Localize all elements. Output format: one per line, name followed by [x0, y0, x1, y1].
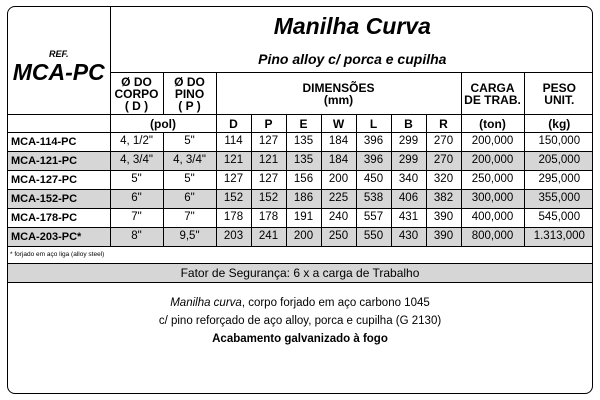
data-rows: [8, 133, 593, 247]
page-title: Manilha Curva: [273, 12, 431, 39]
page-subtitle: Pino alloy c/ porca e cupilha: [258, 50, 447, 67]
cell-carga: 300,000: [461, 190, 524, 209]
cell-corpo: 7": [110, 209, 163, 228]
cell-peso: 205,000: [524, 152, 593, 171]
cell-dim: 396: [356, 133, 391, 152]
spec-sheet: [7, 6, 593, 394]
cell-dim: 135: [286, 133, 321, 152]
ref-header: [8, 7, 110, 115]
cell-carga: 400,000: [461, 209, 524, 228]
cell-carga: 200,000: [461, 152, 524, 171]
cell-dim: 340: [391, 171, 426, 190]
cell-dim: 135: [286, 152, 321, 171]
cell-dim: 240: [321, 209, 356, 228]
dim-letter-w: W: [321, 115, 356, 133]
cell-dim: 114: [216, 133, 251, 152]
col-header-corpo: Ø DO CORPO ( D ): [110, 73, 163, 115]
cell-dim: 270: [426, 133, 461, 152]
cell-dim: 382: [426, 190, 461, 209]
row-code: MCA-114-PC: [8, 133, 110, 152]
cell-dim: 127: [251, 171, 286, 190]
dim-letter-l: L: [356, 115, 391, 133]
dim-letter-d: D: [216, 115, 251, 133]
cell-carga: 200,000: [461, 133, 524, 152]
cell-pino: 5": [163, 171, 216, 190]
dim-letter-p: P: [251, 115, 286, 133]
ref-label: REF.: [48, 48, 69, 59]
cell-dim: 200: [286, 228, 321, 247]
cell-dim: 390: [426, 209, 461, 228]
cell-corpo: 5": [110, 171, 163, 190]
cell-peso: 150,000: [524, 133, 593, 152]
description-product: Manilha curva: [170, 297, 242, 309]
cell-carga: 800,000: [461, 228, 524, 247]
cell-peso: 355,000: [524, 190, 593, 209]
table-row: [8, 190, 593, 209]
cell-dim: 430: [391, 228, 426, 247]
cell-peso: 295,000: [524, 171, 593, 190]
title-cell: [110, 7, 593, 45]
description: [8, 283, 592, 348]
cell-corpo: 4, 3/4": [110, 152, 163, 171]
col-header-pino: Ø DO PINO ( P ): [163, 73, 216, 115]
cell-corpo: 6": [110, 190, 163, 209]
row-code: MCA-121-PC: [8, 152, 110, 171]
cell-corpo: 4, 1/2": [110, 133, 163, 152]
col-header-dimensoes: DIMENSÕES (mm): [216, 73, 461, 115]
table-row: [8, 228, 593, 247]
col-header-carga: CARGA DE TRAB.: [461, 73, 524, 115]
cell-dim: 200: [321, 171, 356, 190]
row-code: MCA-127-PC: [8, 171, 110, 190]
cell-dim: 186: [286, 190, 321, 209]
table-row: [8, 152, 593, 171]
dim-letter-b: B: [391, 115, 426, 133]
footnote: * forjado em aço liga (alloy steel): [8, 247, 592, 264]
description-finish: Acabamento galvanizado à fogo: [212, 333, 388, 345]
cell-dim: 406: [391, 190, 426, 209]
cell-dim: 184: [321, 133, 356, 152]
cell-dim: 396: [356, 152, 391, 171]
subtitle-cell: [110, 45, 593, 73]
cell-dim: 270: [426, 152, 461, 171]
safety-factor: Fator de Segurança: 6 x a carga de Trabalho: [8, 264, 592, 283]
cell-dim: 121: [216, 152, 251, 171]
dim-letter-e: E: [286, 115, 321, 133]
cell-dim: 184: [321, 152, 356, 171]
row-code: MCA-152-PC: [8, 190, 110, 209]
cell-pino: 4, 3/4": [163, 152, 216, 171]
cell-dim: 550: [356, 228, 391, 247]
unit-kg: (kg): [524, 115, 593, 133]
ref-code: MCA-PC: [12, 58, 105, 85]
cell-dim: 250: [321, 228, 356, 247]
cell-dim: 203: [216, 228, 251, 247]
unit-ref-blank: [8, 115, 110, 133]
table-row: [8, 171, 593, 190]
dim-letter-r: R: [426, 115, 461, 133]
cell-dim: 450: [356, 171, 391, 190]
cell-dim: 538: [356, 190, 391, 209]
cell-dim: 152: [216, 190, 251, 209]
cell-dim: 121: [251, 152, 286, 171]
cell-pino: 6": [163, 190, 216, 209]
description-line2: c/ pino reforçado de aço alloy, porca e cupilha (G 2130): [158, 315, 442, 327]
cell-dim: 156: [286, 171, 321, 190]
col-header-peso: PESO UNIT.: [524, 73, 593, 115]
description-line1: , corpo forjado em aço carbono 1045: [241, 297, 430, 309]
unit-ton: (ton): [461, 115, 524, 133]
cell-carga: 250,000: [461, 171, 524, 190]
cell-dim: 178: [216, 209, 251, 228]
cell-pino: 7": [163, 209, 216, 228]
cell-dim: 557: [356, 209, 391, 228]
cell-pino: 9,5": [163, 228, 216, 247]
cell-dim: 178: [251, 209, 286, 228]
cell-dim: 152: [251, 190, 286, 209]
unit-pol: (pol): [110, 115, 216, 133]
cell-dim: 299: [391, 133, 426, 152]
cell-peso: 1.313,000: [524, 228, 593, 247]
cell-dim: 390: [426, 228, 461, 247]
cell-dim: 299: [391, 152, 426, 171]
cell-pino: 5": [163, 133, 216, 152]
cell-dim: 225: [321, 190, 356, 209]
table-row: [8, 209, 593, 228]
spec-table: [8, 7, 593, 247]
cell-dim: 191: [286, 209, 321, 228]
cell-dim: 320: [426, 171, 461, 190]
table-row: [8, 133, 593, 152]
row-code: MCA-203-PC*: [8, 228, 110, 247]
row-code: MCA-178-PC: [8, 209, 110, 228]
cell-peso: 545,000: [524, 209, 593, 228]
cell-dim: 241: [251, 228, 286, 247]
cell-dim: 431: [391, 209, 426, 228]
cell-dim: 127: [216, 171, 251, 190]
cell-dim: 127: [251, 133, 286, 152]
cell-corpo: 8": [110, 228, 163, 247]
